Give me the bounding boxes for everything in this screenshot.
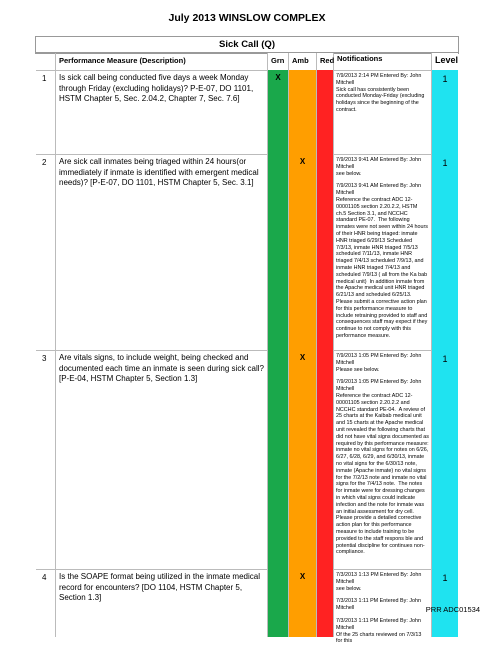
header-grn: Grn	[268, 53, 289, 70]
amber-mark: X	[289, 569, 317, 637]
level-value: 1	[432, 350, 458, 569]
performance-measure: Are sick call inmates being triaged within 24 hours(or immediately if inmate is identified with emergent medical needs)? [P-E-07, DO 1101, HSTM Chapter 5, Sec. 3.1]	[56, 154, 268, 350]
level-value: 1	[432, 70, 458, 154]
row-number: 4	[36, 569, 56, 637]
table-row	[36, 154, 458, 351]
row-number: 2	[36, 154, 56, 350]
green-mark	[268, 154, 289, 350]
amber-mark: X	[289, 350, 317, 569]
notification-entry: 7/9/2013 9:41 AM Entered By: John Mitchell see below.	[336, 157, 422, 177]
red-mark	[317, 350, 334, 569]
red-mark	[317, 569, 334, 637]
header-level: Level	[432, 53, 458, 70]
section-title: Sick Call (Q)	[36, 37, 458, 53]
notification-entry: 7/3/2013 1:11 PM Entered By: John Mitchell	[336, 598, 423, 612]
header-notifications: Notifications	[334, 53, 432, 70]
performance-measure: Is sick call being conducted five days a week Monday through Friday (excluding holidays)? P-E-07, DO 1101, HSTM Chapter 5, Sec. 2.04.2, Chapter 7, Sec. 7.6]	[56, 70, 268, 154]
notifications	[334, 154, 432, 350]
notification-entry: 7/9/2013 9:41 AM Entered By: John Mitchell Reference the contract ADC 12-00001105 section 2.20.2.2, HSTM ch.5 Section 3.1, and NCCHC standard PE-07. The following inmates were not seen within 24 hours of their HNR being triaged: inmate HNR triaged 6/29/13 Scheduled 7/3/13, inmate HNR triaged 7/5/13 scheduled 7/11/13, inmate HNR triaged 7/4/13 scheduled 7/9/13, and inmate HNR triaged 7/4/13 and scheduled 7/9/13 ( all from the Ka bab medical unit) In addition inmate from the Apache medical unit HNR triaged 6/21/13 and scheduled 6/25/13. Please submit a corrective action plan for this performance measure to include retraining provided to staff and consequences staff may expect if they continue to not comply with this performance measure.	[336, 183, 428, 339]
notification-entry: 7/3/2013 1:11 PM Entered By: John Mitchell Of the 25 charts reviewed on 7/3/13 for this	[336, 617, 422, 645]
performance-measure: Are vitals signs, to include weight, being checked and documented each time an inmate is seen during sick call? [P-E-04, HSTM Chapter 5, Section 1.3]	[56, 350, 268, 569]
notification-entry: 7/9/2013 2:14 PM Entered By: John Mitchell Sick call has consistently been conducted Monday-Friday (excluding holidays since the beginning of the contract.	[336, 73, 425, 113]
table-row	[36, 569, 458, 645]
notifications	[334, 350, 432, 569]
header-num	[36, 53, 56, 70]
amber-mark: X	[289, 154, 317, 350]
red-mark	[317, 70, 334, 154]
row-number: 3	[36, 350, 56, 569]
green-mark	[268, 569, 289, 637]
row-number: 1	[36, 70, 56, 154]
amber-mark	[289, 70, 317, 154]
green-mark: X	[268, 70, 289, 154]
green-mark	[268, 350, 289, 569]
table-row	[36, 350, 458, 570]
header-amb: Amb	[289, 53, 317, 70]
notification-entry: 7/3/2013 1:13 PM Entered By: John Mitchell see below.	[336, 572, 422, 592]
notifications	[334, 70, 432, 154]
header-red: Red	[317, 53, 334, 70]
notification-entry: 7/9/2013 1:05 PM Entered By: John Mitchell Reference the contract ADC 12-00001105 section 2.20.2.2 and NCCHC standard PE-04. A review of 25 charts at the Kaibab medical unit and 15 charts at the Apache medical unit revealed the following charts that did not have vital signs documented as required by this performance measure: inmate no vital signs for notes on 6/26, 6/27, 6/28, 6/29, and 6/30/13, inmate no vital signs for the 6/30/13 note, inmate (Apache inmate) no vital signs for the 7/2/13 note and inmate no vital signs for the 7/4/13 note. The notes for inmate were for dressing changes in which vital signs could indicate infection and the note for inmate was an initial assessment for dry cell. Please provide a detailed corrective action plan for this performance measure to include training to be provided to the staff respons ble and potential discipline for continues non-compliance.	[336, 379, 429, 556]
level-value: 1	[432, 154, 458, 350]
page-title: July 2013 WINSLOW COMPLEX	[168, 12, 326, 24]
header-measure: Performance Measure (Description)	[56, 53, 268, 70]
notifications	[334, 569, 432, 645]
notification-entry: 7/9/2013 1:05 PM Entered By: John Mitchell Please see below.	[336, 353, 422, 373]
level-value: 1	[432, 569, 458, 637]
red-mark	[317, 154, 334, 350]
table-row	[36, 70, 458, 155]
performance-measure: Is the SOAPE format being utilized in the inmate medical record for encounters? [DO 1104, HSTM Chapter 5, Section 1.3]	[56, 569, 268, 637]
document-id: PRR ADC01534	[425, 605, 480, 614]
table-header-row	[36, 53, 458, 71]
